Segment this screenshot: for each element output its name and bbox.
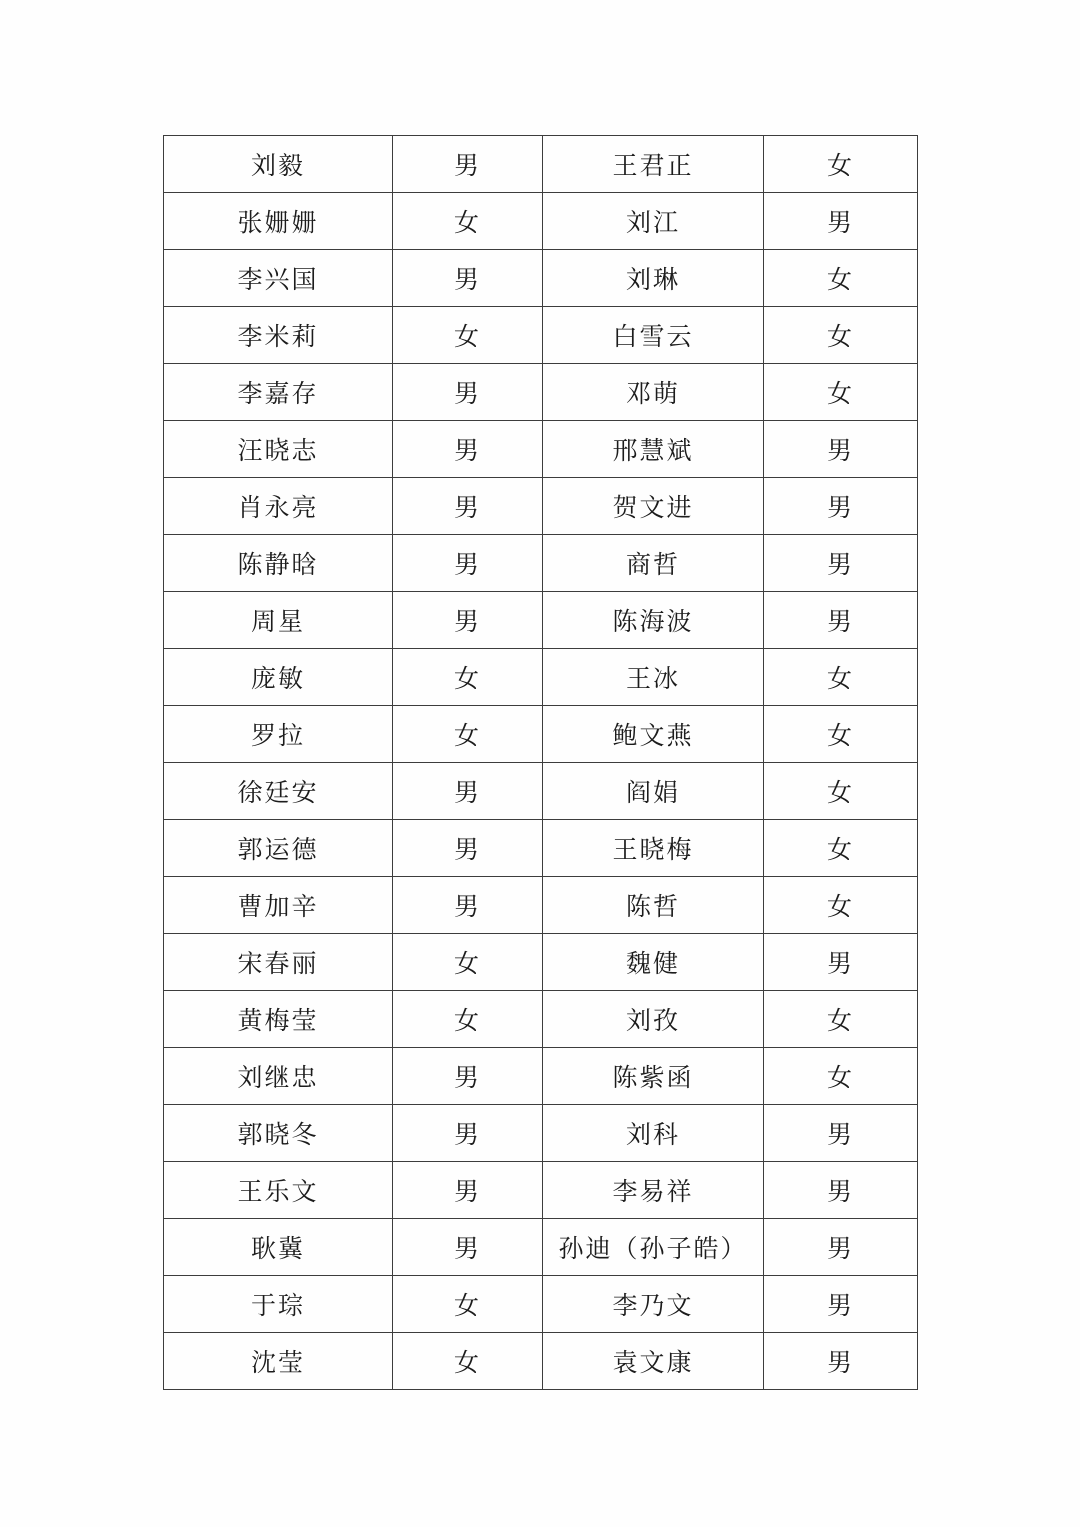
name-cell-right: 刘孜 [543, 991, 764, 1048]
table-row [164, 1105, 918, 1162]
name-cell-right: 阎娟 [543, 763, 764, 820]
table-row [164, 193, 918, 250]
table-row [164, 1219, 918, 1276]
gender-cell-left: 男 [393, 763, 543, 820]
table-row [164, 421, 918, 478]
name-cell-right: 商哲 [543, 535, 764, 592]
name-cell-left: 肖永亮 [164, 478, 393, 535]
table-row [164, 250, 918, 307]
name-cell-right: 刘科 [543, 1105, 764, 1162]
table-row [164, 364, 918, 421]
name-cell-right: 李易祥 [543, 1162, 764, 1219]
name-cell-left: 耿冀 [164, 1219, 393, 1276]
gender-cell-left: 女 [393, 307, 543, 364]
roster-table-body [164, 136, 918, 1390]
gender-cell-right: 男 [764, 592, 918, 649]
gender-cell-left: 男 [393, 421, 543, 478]
gender-cell-right: 男 [764, 1276, 918, 1333]
gender-cell-left: 男 [393, 364, 543, 421]
table-row [164, 1048, 918, 1105]
gender-cell-right: 男 [764, 1105, 918, 1162]
gender-cell-left: 男 [393, 820, 543, 877]
gender-cell-right: 女 [764, 820, 918, 877]
gender-cell-right: 女 [764, 706, 918, 763]
name-cell-left: 罗拉 [164, 706, 393, 763]
gender-cell-left: 男 [393, 478, 543, 535]
table-row [164, 763, 918, 820]
gender-cell-right: 女 [764, 250, 918, 307]
table-row [164, 706, 918, 763]
gender-cell-left: 男 [393, 1162, 543, 1219]
gender-cell-right: 男 [764, 478, 918, 535]
gender-cell-left: 女 [393, 1333, 543, 1390]
gender-cell-right: 女 [764, 1048, 918, 1105]
gender-cell-right: 女 [764, 877, 918, 934]
name-cell-left: 张姗姗 [164, 193, 393, 250]
table-row [164, 991, 918, 1048]
gender-cell-left: 女 [393, 193, 543, 250]
gender-cell-right: 男 [764, 1333, 918, 1390]
name-cell-left: 刘继忠 [164, 1048, 393, 1105]
name-cell-left: 郭晓冬 [164, 1105, 393, 1162]
name-cell-left: 宋春丽 [164, 934, 393, 991]
name-cell-right: 鲍文燕 [543, 706, 764, 763]
gender-cell-right: 女 [764, 364, 918, 421]
name-cell-right: 李乃文 [543, 1276, 764, 1333]
gender-cell-right: 女 [764, 649, 918, 706]
gender-cell-left: 女 [393, 1276, 543, 1333]
gender-cell-left: 男 [393, 1048, 543, 1105]
table-row [164, 136, 918, 193]
name-cell-left: 曹加辛 [164, 877, 393, 934]
name-cell-left: 庞敏 [164, 649, 393, 706]
gender-cell-left: 男 [393, 877, 543, 934]
name-cell-right: 陈海波 [543, 592, 764, 649]
table-row [164, 307, 918, 364]
gender-cell-left: 男 [393, 1219, 543, 1276]
name-cell-right: 王君正 [543, 136, 764, 193]
gender-cell-left: 男 [393, 535, 543, 592]
name-cell-left: 刘毅 [164, 136, 393, 193]
gender-cell-right: 男 [764, 1219, 918, 1276]
table-row [164, 1276, 918, 1333]
name-cell-right: 邢慧斌 [543, 421, 764, 478]
table-row [164, 934, 918, 991]
gender-cell-right: 男 [764, 934, 918, 991]
name-cell-right: 魏健 [543, 934, 764, 991]
gender-cell-left: 女 [393, 991, 543, 1048]
name-cell-right: 袁文康 [543, 1333, 764, 1390]
gender-cell-right: 女 [764, 136, 918, 193]
name-cell-left: 于琮 [164, 1276, 393, 1333]
gender-cell-right: 女 [764, 307, 918, 364]
name-cell-left: 汪晓志 [164, 421, 393, 478]
gender-cell-right: 女 [764, 991, 918, 1048]
name-cell-right: 孙迪（孙子皓） [543, 1219, 764, 1276]
name-cell-left: 陈静晗 [164, 535, 393, 592]
table-row [164, 1333, 918, 1390]
name-cell-left: 周星 [164, 592, 393, 649]
gender-cell-left: 女 [393, 649, 543, 706]
name-cell-left: 王乐文 [164, 1162, 393, 1219]
gender-cell-right: 女 [764, 763, 918, 820]
name-cell-left: 沈莹 [164, 1333, 393, 1390]
name-cell-left: 郭运德 [164, 820, 393, 877]
name-cell-right: 邓萌 [543, 364, 764, 421]
table-row [164, 1162, 918, 1219]
name-cell-left: 徐廷安 [164, 763, 393, 820]
name-cell-left: 黄梅莹 [164, 991, 393, 1048]
gender-cell-left: 男 [393, 136, 543, 193]
name-cell-left: 李嘉存 [164, 364, 393, 421]
gender-cell-right: 男 [764, 1162, 918, 1219]
name-cell-right: 陈哲 [543, 877, 764, 934]
name-cell-right: 刘江 [543, 193, 764, 250]
gender-cell-left: 女 [393, 934, 543, 991]
table-row [164, 535, 918, 592]
gender-cell-right: 男 [764, 193, 918, 250]
table-row [164, 592, 918, 649]
gender-cell-right: 男 [764, 421, 918, 478]
name-cell-right: 陈紫函 [543, 1048, 764, 1105]
gender-cell-left: 男 [393, 592, 543, 649]
gender-cell-right: 男 [764, 535, 918, 592]
roster-table [163, 135, 918, 1390]
name-cell-right: 刘琳 [543, 250, 764, 307]
table-row [164, 820, 918, 877]
table-row [164, 478, 918, 535]
name-cell-left: 李兴国 [164, 250, 393, 307]
name-cell-left: 李米莉 [164, 307, 393, 364]
table-row [164, 877, 918, 934]
gender-cell-left: 男 [393, 250, 543, 307]
name-cell-right: 贺文进 [543, 478, 764, 535]
name-cell-right: 白雪云 [543, 307, 764, 364]
gender-cell-left: 女 [393, 706, 543, 763]
table-row [164, 649, 918, 706]
name-cell-right: 王晓梅 [543, 820, 764, 877]
name-cell-right: 王冰 [543, 649, 764, 706]
gender-cell-left: 男 [393, 1105, 543, 1162]
